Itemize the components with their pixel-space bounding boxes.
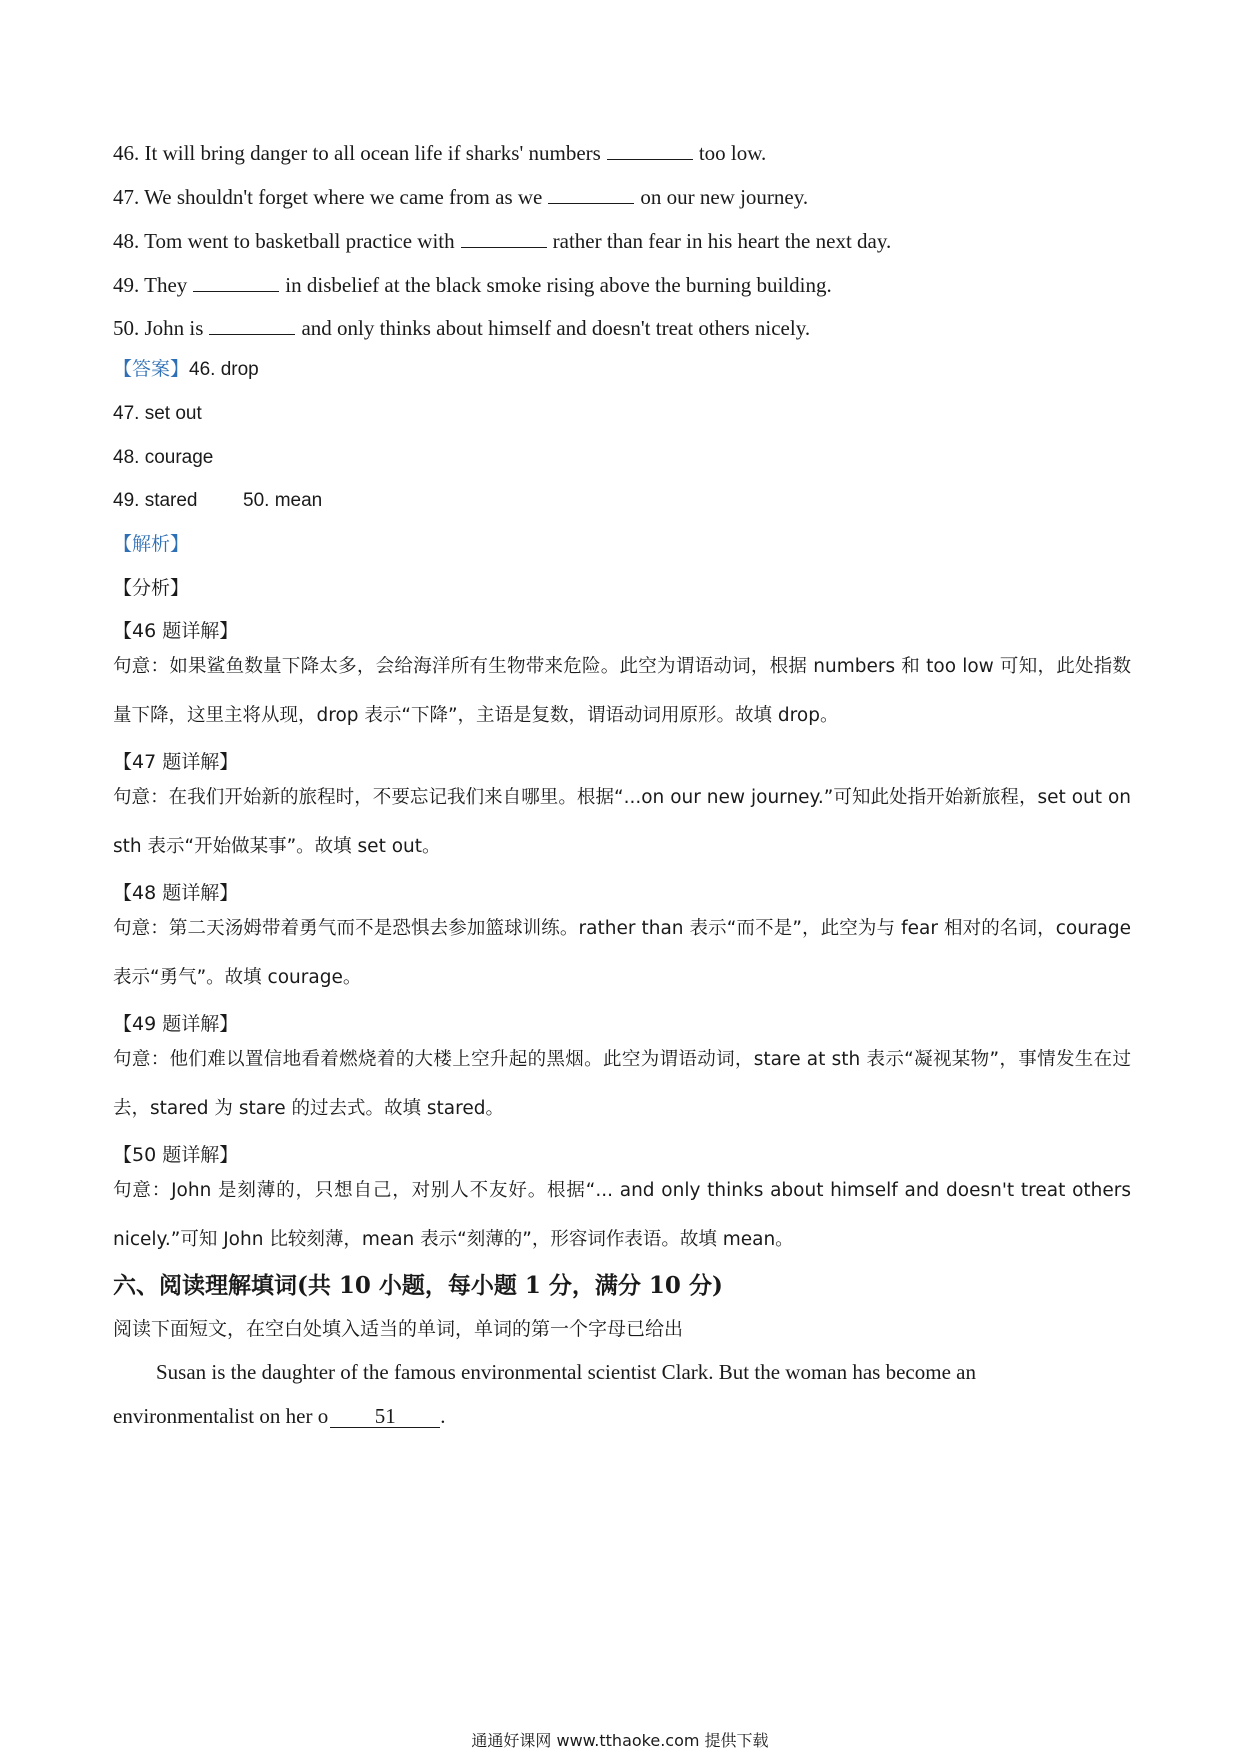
passage-line-2 <box>113 1406 445 1428</box>
question-text: Tom went to basketball practice with <box>144 229 455 253</box>
passage-text: environmentalist on her o <box>113 1404 329 1428</box>
question-49 <box>113 273 832 296</box>
detail-47-text: 句意：在我们开始新的旅程时，不要忘记我们来自哪里。根据“...on our new journey.”可知此处指开始新旅程，set out on sth 表示“开始做某事”。故填 set out。 <box>113 787 1131 857</box>
question-50 <box>113 316 810 339</box>
section-title: 六、阅读理解填词(共 10 小题，每小题 1 分，满分 10 分) <box>113 1272 723 1299</box>
question-number: 48. <box>113 229 140 253</box>
passage-text: . <box>440 1404 446 1428</box>
fenxi-label: 【分析】 <box>113 577 190 599</box>
question-text: on our new journey. <box>640 185 809 209</box>
answer-blank <box>209 316 295 335</box>
question-text: and only thinks about himself and doesn't treat others nicely. <box>301 316 811 340</box>
detail-50-title: 【50 题详解】 <box>113 1144 239 1166</box>
answer-48: 48. courage <box>113 447 214 468</box>
answer-blank <box>548 185 634 204</box>
question-number: 50. <box>113 316 140 340</box>
footer-watermark: 通通好课网 www.tthaoke.com 提供下载 <box>471 1731 769 1750</box>
detail-46-text: 句意：如果鲨鱼数量下降太多，会给海洋所有生物带来危险。此空为谓语动词，根据 numbers 和 too low 可知，此处指数量下降，这里主将从现，drop 表示“下降”，主语是复数，谓语动词用原形。故填 drop。 <box>113 656 1131 726</box>
question-number: 47. <box>113 185 140 209</box>
detail-46-title: 【46 题详解】 <box>113 620 239 642</box>
detail-47-title: 【47 题详解】 <box>113 751 239 773</box>
detail-48-text: 句意：第二天汤姆带着勇气而不是恐惧去参加篮球训练。rather than 表示“而不是”，此空为与 fear 相对的名词，courage 表示“勇气”。故填 courage。 <box>113 918 1131 988</box>
question-48 <box>113 229 891 252</box>
detail-49-text: 句意：他们难以置信地看着燃烧着的大楼上空升起的黑烟。此空为谓语动词，stare at sth 表示“凝视某物”，事情发生在过去，stared 为 stare 的过去式。故填 stared。 <box>113 1049 1131 1119</box>
question-text: too low. <box>698 141 767 165</box>
question-number: 49. <box>113 273 140 297</box>
detail-50-text: 句意：John 是刻薄的，只想自己，对别人不友好。根据“... and only thinks about himself and doesn't treat others nicely.”可知 John 比较刻薄，mean 表示“刻薄的”，形容词作表语。故填 mean。 <box>113 1180 1131 1250</box>
answer-50: 50. mean <box>243 490 323 511</box>
detail-48-title: 【48 题详解】 <box>113 882 239 904</box>
question-text: It will bring danger to all ocean life if sharks' numbers <box>144 141 601 165</box>
section-instruction: 阅读下面短文，在空白处填入适当的单词，单词的第一个字母已给出 <box>113 1318 684 1340</box>
passage-line-1: Susan is the daughter of the famous environmental scientist Clark. But the woman has become an <box>156 1360 976 1384</box>
question-text: rather than fear in his heart the next day. <box>552 229 892 253</box>
answer-blank <box>193 273 279 292</box>
question-number: 46. <box>113 141 140 165</box>
answer-blank <box>607 141 693 160</box>
answer-47: 47. set out <box>113 403 202 424</box>
answer-49: 49. stared <box>113 490 198 511</box>
blank-51: 51 <box>330 1406 440 1428</box>
question-46 <box>113 141 766 164</box>
analysis-label: 【解析】 <box>113 533 190 555</box>
question-47 <box>113 185 808 208</box>
question-text: We shouldn't forget where we came from as we <box>144 185 543 209</box>
answer-blank <box>461 229 547 248</box>
answer-line-46 <box>113 360 259 379</box>
question-text: in disbelief at the black smoke rising above the burning building. <box>285 273 832 297</box>
answer-label: 【答案】 <box>113 358 190 380</box>
answer-46: 46. drop <box>189 359 259 380</box>
detail-49-title: 【49 题详解】 <box>113 1013 239 1035</box>
question-text: John is <box>144 316 204 340</box>
question-text: They <box>144 273 188 297</box>
